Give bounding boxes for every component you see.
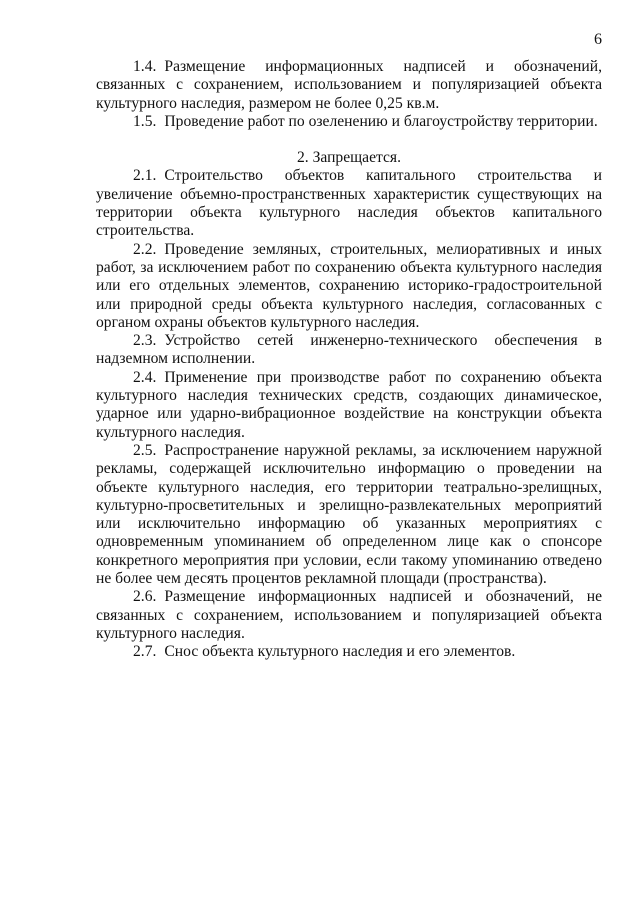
paragraph-text: Снос объекта культурного наследия и его элементов. — [164, 643, 516, 661]
section-heading: 2. Запрещается. — [296, 149, 402, 167]
paragraph-1-5 — [96, 113, 602, 131]
document-body — [96, 58, 602, 662]
paragraph-text: Распространение наружной рекламы, за исключением наружной рекламы, содержащей исключительно информацию о проведении на объекте культурного наследия, его территории театрально-зрелищных, культурно-просветительных и зрелищно-развлекательных мероприятий или исключительно информацию об указанных мероприятиях с одновременным упоминанием об определенном лице как о спонсоре конкретного мероприятия при условии, если такому упоминанию отведено не более чем десять процентов рекламной площади (пространства). — [96, 441, 602, 588]
paragraph-number: 1.4. — [133, 58, 157, 75]
paragraph-2-3 — [96, 332, 602, 369]
paragraph-1-4 — [96, 58, 602, 113]
paragraph-number: 2.3. — [133, 332, 157, 350]
paragraph-2-4 — [96, 369, 602, 442]
paragraph-text: Проведение земляных, строительных, мелиоративных и иных работ, за исключением работ по сохранению объекта культурного наследия или его отдельных элементов, сохранению историко-градостроительной или природной среды объекта культурного наследия, согласованных с органом охраны объектов культурного наследия. — [96, 240, 602, 331]
paragraph-2-2 — [96, 241, 602, 332]
paragraph-text: Применение при производстве работ по сохранению объекта культурного наследия технических средств, создающих динамическое, ударное или ударно-вибрационное воздействие на конструкции объекта культурного наследия. — [96, 368, 602, 441]
paragraph-number: 2.1. — [133, 167, 157, 185]
paragraph-text: Проведение работ по озеленению и благоустройству территории. — [164, 112, 598, 130]
paragraph-2-1 — [96, 167, 602, 240]
paragraph-text: Размещение информационных надписей и обозначений, не связанных с сохранением, использованием и популяризацией объекта культурного наследия. — [96, 588, 602, 642]
paragraph-2-7 — [96, 643, 602, 661]
paragraph-number: 2.7. — [133, 643, 157, 661]
page-number: 6 — [594, 31, 602, 48]
paragraph-number: 2.5. — [133, 441, 157, 459]
paragraph-number: 2.6. — [133, 588, 157, 606]
paragraph-text: Размещение информационных надписей и обозначений, связанных с сохранением, использованием и популяризацией объекта культурного наследия, размером не более 0,25 кв.м. — [96, 58, 602, 112]
paragraph-2-6 — [96, 588, 602, 643]
paragraph-text: Строительство объектов капитального строительства и увеличение объемно-пространственных характеристик существующих на территории объекта культурного наследия объектов капитального строительства. — [96, 167, 602, 240]
paragraph-number: 2.4. — [133, 368, 157, 386]
paragraph-text: Устройство сетей инженерно-технического обеспечения в надземном исполнении. — [96, 332, 602, 368]
paragraph-2-5 — [96, 442, 602, 588]
paragraph-number: 2.2. — [133, 240, 157, 258]
paragraph-number: 1.5. — [133, 112, 157, 130]
